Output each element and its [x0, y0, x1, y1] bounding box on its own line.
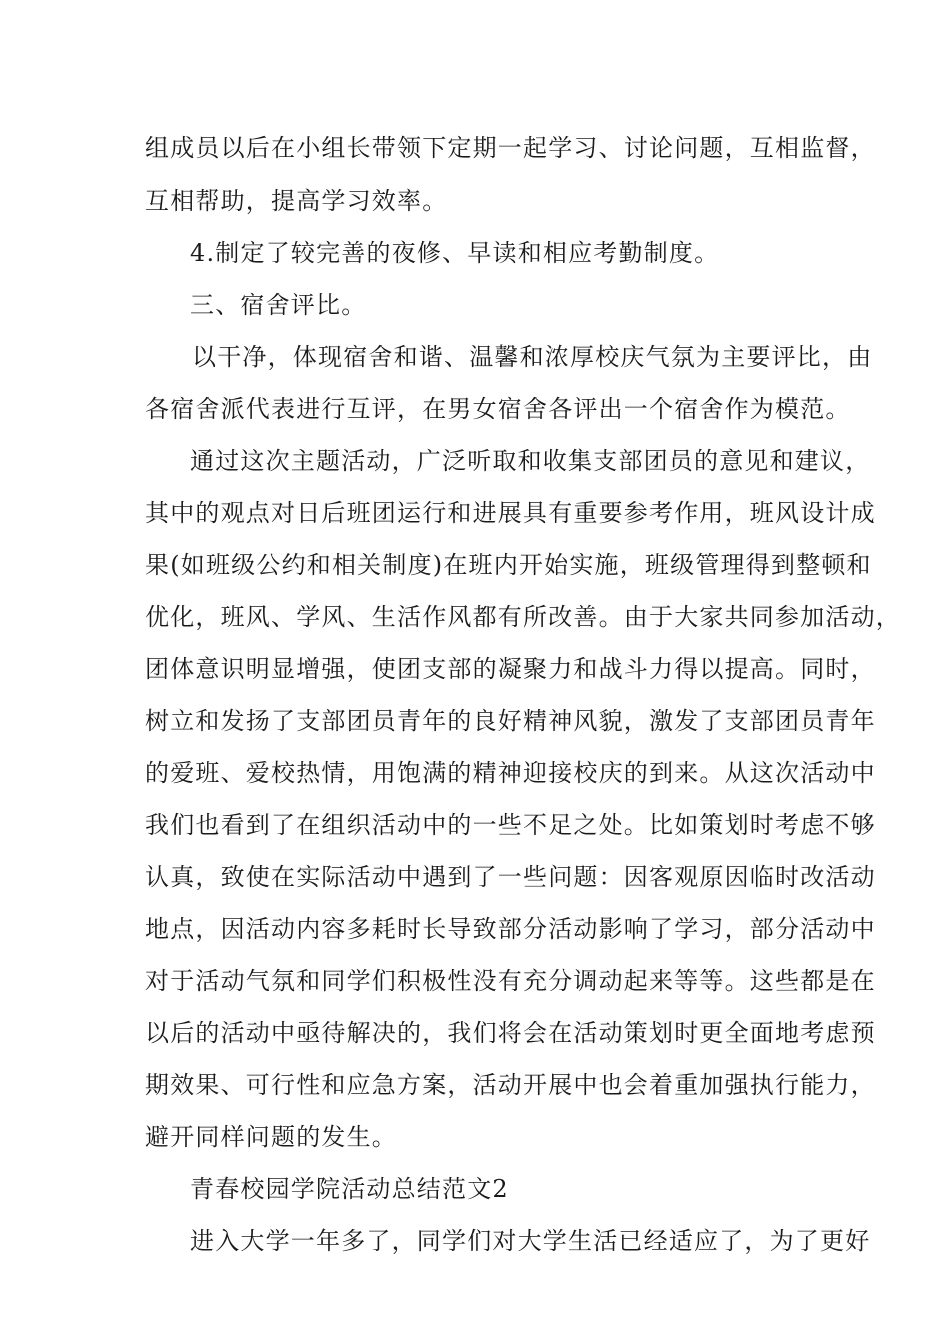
paragraph-line: 各宿舍派代表进行互评，在男女宿舍各评出一个宿舍作为模范。	[145, 395, 851, 423]
paragraph-line: 期效果、可行性和应急方案，活动开展中也会着重加强执行能力，	[145, 1071, 876, 1099]
paragraph-line: 地点，因活动内容多耗时长导致部分活动影响了学习，部分活动中	[145, 915, 876, 943]
paragraph-line: 我们也看到了在组织活动中的一些不足之处。比如策划时考虑不够	[145, 811, 876, 839]
paragraph-line: 以后的活动中亟待解决的，我们将会在活动策划时更全面地考虑预	[145, 1019, 876, 1047]
paragraph-line: 避开同样问题的发生。	[145, 1123, 397, 1151]
list-item-line: 4.制定了较完善的夜修、早读和相应考勤制度。	[190, 239, 720, 267]
document-title: 青春校园学院活动总结范文2	[190, 1175, 509, 1203]
paragraph-line: 的爱班、爱校热情，用饱满的精神迎接校庆的到来。从这次活动中	[145, 759, 876, 787]
paragraph-line: 认真，致使在实际活动中遇到了一些问题：因客观原因临时改活动	[145, 863, 876, 891]
section-heading: 三、宿舍评比。	[190, 291, 367, 319]
paragraph-line: 其中的观点对日后班团运行和进展具有重要参考作用，班风设计成	[145, 499, 876, 527]
paragraph-line: 优化，班风、学风、生活作风都有所改善。由于大家共同参加活动，	[145, 603, 901, 631]
paragraph-line: 树立和发扬了支部团员青年的良好精神风貌，激发了支部团员青年	[145, 707, 876, 735]
paragraph-line: 组成员以后在小组长带领下定期一起学习、讨论问题，互相监督，	[145, 134, 876, 162]
paragraph-line: 互相帮助，提高学习效率。	[145, 187, 448, 215]
paragraph-line: 对于活动气氛和同学们积极性没有充分调动起来等等。这些都是在	[145, 967, 876, 995]
paragraph-line: 通过这次主题活动，广泛听取和收集支部团员的意见和建议，	[190, 447, 871, 475]
paragraph-line: 团体意识明显增强，使团支部的凝聚力和战斗力得以提高。同时，	[145, 655, 876, 683]
paragraph-line: 果(如班级公约和相关制度)在班内开始实施，班级管理得到整顿和	[145, 551, 872, 579]
paragraph-line: 进入大学一年多了，同学们对大学生活已经适应了，为了更好	[190, 1227, 871, 1255]
paragraph-line: 以干净，体现宿舍和谐、温馨和浓厚校庆气氛为主要评比，由	[192, 343, 873, 371]
